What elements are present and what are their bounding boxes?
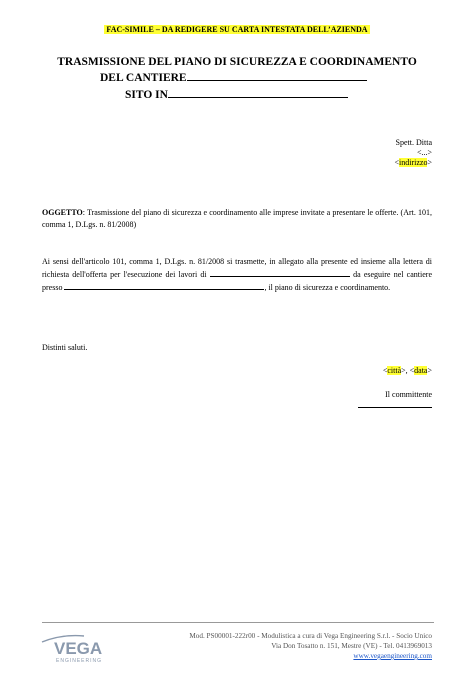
sito-blank-line xyxy=(168,87,348,98)
fac-simile-note-text: FAC-SIMILE – DA REDIGERE SU CARTA INTESTATA DELL’AZIENDA xyxy=(106,25,368,34)
address-close-bracket: > xyxy=(427,158,432,167)
logo-name: VEGA xyxy=(54,639,103,658)
address-open-bracket: < xyxy=(394,158,400,167)
subject-text: : Trasmissione del piano di sicurezza e coordinamento alle imprese invitate a presentare le offerte. (Art. 101, comma 1, D.Lgs. n. 81/2008) xyxy=(42,208,432,229)
body-part3: , il piano di sicurezza e coordinamento. xyxy=(264,283,391,292)
recipient-line2: <...> xyxy=(416,148,432,157)
city-placeholder: città xyxy=(387,366,402,375)
footer-website-link[interactable]: www.vegaengineering.com xyxy=(353,652,432,660)
footer-block xyxy=(92,631,432,661)
cantiere-blank-line xyxy=(187,70,367,81)
title-cantiere-label: DEL CANTIERE xyxy=(100,72,187,84)
signature-line xyxy=(358,407,432,408)
title-sito-label: SITO IN xyxy=(125,89,168,101)
date-placeholder: data xyxy=(414,366,428,375)
place-date-separator: , xyxy=(405,366,410,375)
document-title-line2 xyxy=(100,70,367,85)
body-part2: da eseguire nel cantiere presso xyxy=(42,270,432,292)
footer-divider xyxy=(42,622,434,623)
works-blank-line xyxy=(210,268,350,277)
document-title-line1: TRASMISSIONE DEL PIANO DI SICUREZZA E COORDINAMENTO xyxy=(57,56,417,68)
body-part1: Ai sensi dell'articolo 101, comma 1, D.Lgs. n. 81/2008 si trasmette, in allegato alla presente ed insieme alla lettera di richiesta dell'offerta per l'esecuzione dei lavori di xyxy=(42,257,432,279)
footer-line1: Mod. PS00001-222r00 - Modulistica a cura di Vega Engineering S.r.l. - Socio Unico xyxy=(189,632,432,640)
fac-simile-note xyxy=(0,25,474,34)
address-placeholder: indirizzo xyxy=(399,158,428,167)
location-blank-line xyxy=(64,281,264,290)
recipient-block xyxy=(395,138,432,168)
logo-tagline: ENGINEERING xyxy=(56,658,103,664)
body-paragraph xyxy=(42,256,432,294)
recipient-address xyxy=(395,158,432,168)
subject-paragraph xyxy=(42,207,432,231)
closing-greeting: Distinti saluti. xyxy=(42,343,88,352)
signatory-label: Il committente xyxy=(385,390,432,399)
place-date: <città>, <data> xyxy=(382,366,432,375)
document-title-line3 xyxy=(125,87,348,102)
subject-label: OGGETTO xyxy=(42,208,83,217)
footer-line2: Via Don Tosatto n. 151, Mestre (VE) - Tel. 0413969013 xyxy=(271,642,432,650)
recipient-line1: Spett. Ditta xyxy=(395,138,432,147)
